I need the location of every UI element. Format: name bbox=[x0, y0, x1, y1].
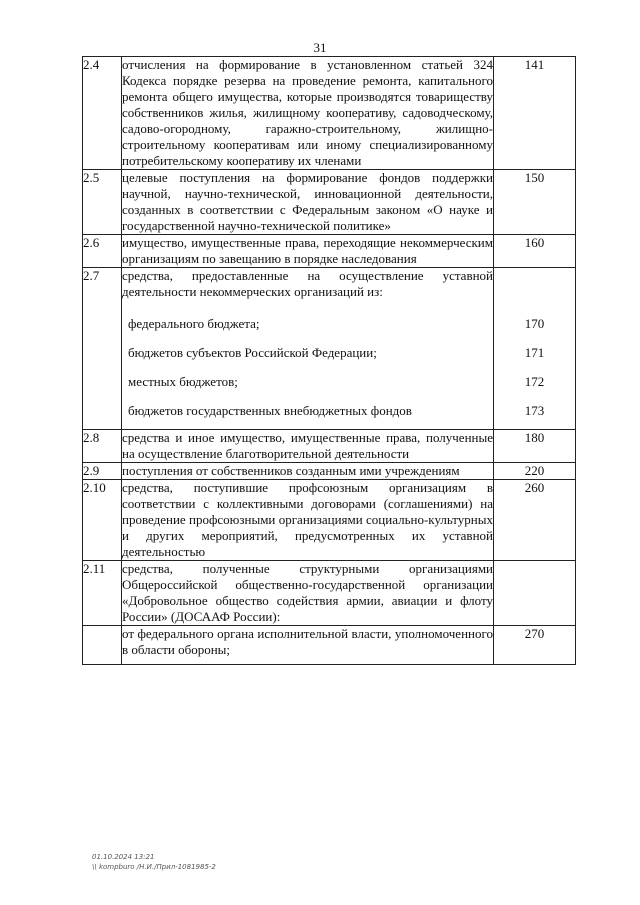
row-code: 141 bbox=[494, 57, 576, 170]
row-description: средства, поступившие профсоюзным организациям в соответствии с коллективными договорами (соглашениями) на проведение профсоюзными организациями социально-культурных и других мероприятий, предусмотренных их уставной деятельностью bbox=[122, 480, 493, 559]
table-row bbox=[83, 463, 576, 480]
subrow-description: бюджетов субъектов Российской Федерации; bbox=[122, 335, 494, 364]
table-row bbox=[83, 235, 576, 268]
row-code: 220 bbox=[494, 463, 576, 480]
row-code: 160 bbox=[494, 235, 576, 268]
table-subrow bbox=[83, 304, 576, 335]
table-row bbox=[83, 626, 576, 665]
table-subrow bbox=[83, 335, 576, 364]
table-row bbox=[83, 430, 576, 463]
table-row bbox=[83, 170, 576, 235]
subrow-code: 173 bbox=[494, 393, 576, 430]
row-description: средства, предоставленные на осуществление уставной деятельности некоммерческих организаций из: bbox=[122, 268, 494, 305]
row-description: от федерального органа исполнительной власти, уполномоченного в области обороны; bbox=[122, 626, 494, 665]
table-subrow bbox=[83, 364, 576, 393]
table-row bbox=[83, 57, 576, 170]
row-number: 2.9 bbox=[83, 463, 122, 480]
row-number: 2.6 bbox=[83, 235, 122, 268]
subrow-description: бюджетов государственных внебюджетных фондов bbox=[122, 393, 494, 430]
row-code: 260 bbox=[494, 480, 576, 561]
row-number-empty bbox=[83, 393, 122, 430]
row-description: имущество, имущественные права, переходящие некоммерческим организациям по завещанию в порядке наследования bbox=[122, 235, 493, 266]
income-codes-table bbox=[82, 56, 576, 665]
row-description: средства и иное имущество, имущественные права, полученные на осуществление благотворительной деятельности bbox=[122, 430, 493, 461]
table-row bbox=[83, 480, 576, 561]
row-number: 2.7 bbox=[83, 268, 122, 305]
footer-date: 01.10.2024 13:21 bbox=[92, 853, 155, 861]
row-number bbox=[83, 626, 122, 665]
row-number: 2.11 bbox=[83, 561, 122, 626]
subrow-code: 171 bbox=[494, 335, 576, 364]
row-number: 2.5 bbox=[83, 170, 122, 235]
row-number-empty bbox=[83, 335, 122, 364]
subrow-description: местных бюджетов; bbox=[122, 364, 494, 393]
subrow-code: 172 bbox=[494, 364, 576, 393]
table-row bbox=[83, 561, 576, 626]
row-number-empty bbox=[83, 304, 122, 335]
row-number: 2.10 bbox=[83, 480, 122, 561]
row-code: 150 bbox=[494, 170, 576, 235]
row-description: целевые поступления на формирование фондов поддержки научной, научно-технической, инновационной деятельности, созданных в соответствии с Федеральным законом «О науке и государственной научно-технической политике» bbox=[122, 170, 493, 233]
row-code bbox=[494, 561, 576, 626]
row-description: средства, полученные структурными организациями Общероссийской общественно-государственной организации «Добровольное общество содействия армии, авиации и флоту России» (ДОСААФ России): bbox=[122, 561, 493, 624]
row-description: отчисления на формирование в установленном статьей 324 Кодекса порядке резерва на проведение ремонта, капитального ремонта общего имущества, которые производятся товариществу собственников жилья, жилищному кооперативу, садоводческому, садово-огородному, гаражно-строительному, жилищно-строительному кооперативам или иному специализированному потребительскому кооперативу их членами bbox=[122, 57, 493, 168]
row-code: 180 bbox=[494, 430, 576, 463]
table-subrow bbox=[83, 393, 576, 430]
subrow-code: 170 bbox=[494, 304, 576, 335]
footer-path: \\ kompburo /Н.И./Прил-1081985-2 bbox=[92, 863, 216, 871]
row-number: 2.8 bbox=[83, 430, 122, 463]
table-row bbox=[83, 268, 576, 305]
footer-stamp bbox=[92, 852, 216, 872]
row-number-empty bbox=[83, 364, 122, 393]
row-code: 270 bbox=[494, 626, 576, 665]
row-description: поступления от собственников созданным ими учреждениям bbox=[122, 463, 494, 480]
row-code bbox=[494, 268, 576, 305]
row-number: 2.4 bbox=[83, 57, 122, 170]
page-number: 31 bbox=[313, 40, 327, 55]
subrow-description: федерального бюджета; bbox=[122, 304, 494, 335]
